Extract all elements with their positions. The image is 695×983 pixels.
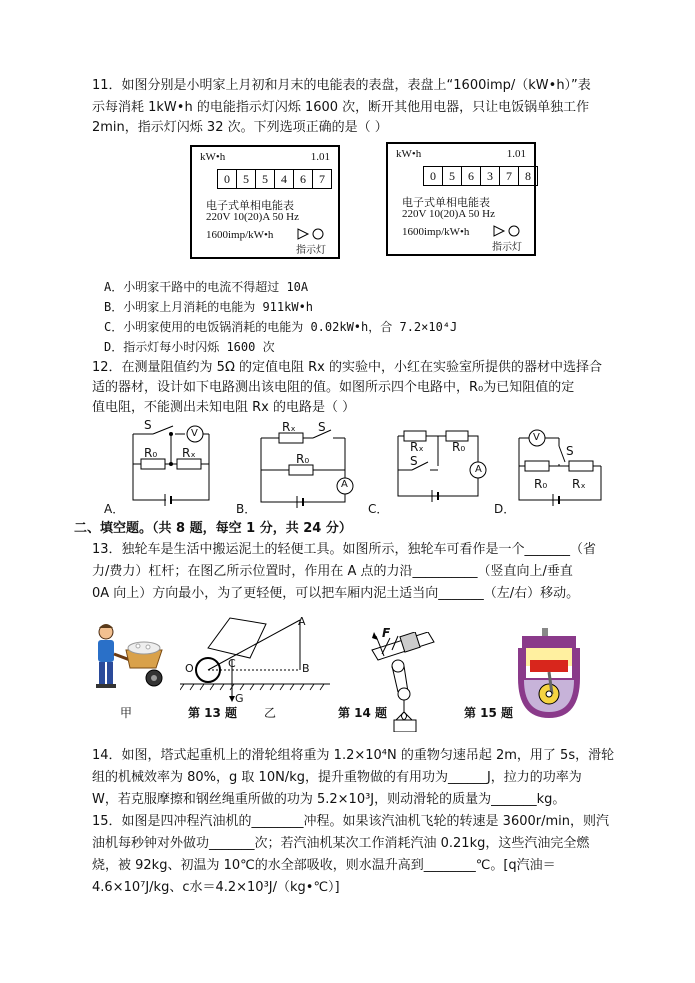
q11-option-b: B．小明家上月消耗的电能为 911kW•h <box>104 300 314 314</box>
meter-indicator-label: 指示灯 <box>296 245 326 256</box>
circuit-d-diagram <box>515 426 607 506</box>
q12-line1: 12．在测量阻值约为 5Ω 的定值电阻 Rx 的实验中，小红在实验室所提供的器材中选择合 <box>92 360 603 375</box>
label-r0: R₀ <box>452 440 466 454</box>
meter-spec: 220V 10(20)A 50 Hz <box>402 208 495 220</box>
circuit-d-label: D． <box>494 502 516 516</box>
label-v: V <box>533 432 540 443</box>
meter-digit: 4 <box>274 169 294 189</box>
indicator-light-icon <box>296 227 328 241</box>
meter-digit: 5 <box>442 166 462 186</box>
q11-line3: 2min，指示灯闪烁 32 次。下列选项正确的是（ ） <box>92 120 388 135</box>
energy-meter-end <box>386 142 536 256</box>
q15-line3: 烧，被 92kg、初温为 10℃的水全部吸收，则水温升高到________℃。[q汽油＝ <box>92 858 556 873</box>
meter-digits <box>218 169 332 189</box>
q13-line3: 0A 向上）方向最小，为了更轻便，可以把车厢内泥土适当向_______（左/右）移动。 <box>92 586 580 601</box>
meter-version: 1.01 <box>506 148 526 160</box>
circuit-c-label: C． <box>368 502 389 516</box>
meter-version: 1.01 <box>310 151 330 163</box>
label-rx: Rₓ <box>410 440 424 454</box>
crane-label-f: F <box>382 626 391 640</box>
q11-line1: 11．如图分别是小明家上月初和月末的电能表的表盘，表盘上“1600imp/（kW•h）”表 <box>92 78 591 93</box>
fig15-caption: 第 15 题 <box>464 706 514 720</box>
q13-line2: 力/费力）杠杆；在图乙所示位置时，作用在 A 点的力沿__________（竖直向上/垂直 <box>92 564 573 579</box>
q15-line1: 15．如图是四冲程汽油机的________冲程。如果该汽油机飞轮的转速是 3600r/min，则汽 <box>92 814 609 829</box>
circuit-a-diagram <box>125 418 217 506</box>
section-title: 二、填空题。（共 8 题，每空 1 分，共 24 分） <box>74 521 352 536</box>
meter-digit: 8 <box>518 166 538 186</box>
figure-yi-label: 乙 <box>264 706 277 720</box>
q14-line1: 14．如图，塔式起重机上的滑轮组将重为 1.2×10⁴N 的重物匀速吊起 2m，用了 5s，滑轮 <box>92 748 615 763</box>
label-rx: Rₓ <box>572 477 586 491</box>
label-ammeter: A <box>475 464 482 475</box>
meter-digit: 7 <box>312 169 332 189</box>
meter-digit: 3 <box>480 166 500 186</box>
meter-name: 电子式单相电能表 <box>206 200 294 212</box>
meter-digit: 6 <box>461 166 481 186</box>
meter-digit: 7 <box>499 166 519 186</box>
meter-unit: kW•h <box>396 148 422 160</box>
energy-meter-start <box>190 145 340 259</box>
q11-option-a: A．小明家干路中的电流不得超过 10A <box>104 280 309 294</box>
lever-diagram <box>180 610 340 710</box>
lever-label-g: G <box>235 692 244 705</box>
label-r0: R₀ <box>144 446 158 460</box>
meter-unit: kW•h <box>200 151 226 163</box>
meter-digits <box>424 166 538 186</box>
label-r0: R₀ <box>296 452 310 466</box>
meter-name: 电子式单相电能表 <box>402 197 490 209</box>
q15-line4: 4.6×10⁷J/kg、c水＝4.2×10³J/（kg•℃）] <box>92 880 340 895</box>
q11-option-d: D．指示灯每小时闪烁 1600 次 <box>104 340 275 354</box>
circuit-b-label: B． <box>236 502 257 516</box>
q11-line2: 示每消耗 1kW•h 的电能指示灯闪烁 1600 次，断开其他用电器，只让电饭锅单独工作 <box>92 100 590 115</box>
q12-line2: 适的器材，设计如下电路测出该电阻的值。如图所示四个电路中，R₀为已知阻值的定 <box>92 380 575 395</box>
meter-digit: 5 <box>255 169 275 189</box>
meter-digit: 6 <box>293 169 313 189</box>
q12-line3: 值电阻，不能测出未知电阻 Rx 的电路是（ ） <box>92 400 356 415</box>
label-rx: Rₓ <box>182 446 196 460</box>
meter-digit: 5 <box>236 169 256 189</box>
q11-option-c: C．小明家使用的电饭锅消耗的电能为 0.02kW•h，合 7.2×10⁴J <box>104 320 458 334</box>
label-s: S <box>566 444 574 458</box>
lever-label-o: O <box>185 662 194 675</box>
meter-digit: 0 <box>423 166 443 186</box>
meter-indicator-label: 指示灯 <box>492 242 522 253</box>
label-s: S <box>410 454 418 468</box>
lever-label-c: C <box>228 657 236 670</box>
meter-imp: 1600imp/kW•h <box>206 229 274 241</box>
q13-line1: 13．独轮车是生活中搬运泥土的轻便工具。如图所示，独轮车可看作是一个_______（省 <box>92 542 597 557</box>
meter-spec: 220V 10(20)A 50 Hz <box>206 211 299 223</box>
label-v: V <box>191 428 198 439</box>
fig13-caption: 第 13 题 <box>188 706 238 720</box>
q15-line2: 油机每秒钟对外做功_______次；若汽油机某次工作消耗汽油 0.21kg，这些汽油完全燃 <box>92 836 590 851</box>
meter-imp: 1600imp/kW•h <box>402 226 470 238</box>
label-r0: R₀ <box>534 477 548 491</box>
lever-label-a: A <box>298 615 306 628</box>
label-s: S <box>318 420 326 434</box>
circuit-a-label: A． <box>104 502 125 516</box>
label-s: S <box>144 418 152 432</box>
label-ammeter: A <box>341 479 348 490</box>
fig14-caption: 第 14 题 <box>338 706 388 720</box>
figure-jia-label: 甲 <box>120 706 133 720</box>
q14-line3: W，若克服摩擦和钢丝绳重所做的功为 5.2×10³J，则动滑轮的质量为_______kg。 <box>92 792 566 807</box>
engine-cylinder-diagram <box>510 628 588 720</box>
label-rx: Rₓ <box>282 420 296 434</box>
wheelbarrow-photo <box>90 620 170 692</box>
lever-label-b: B <box>302 662 310 675</box>
q14-line2: 组的机械效率为 80%，g 取 10N/kg，提升重物做的有用功为______J，拉力的功率为 <box>92 770 582 785</box>
meter-digit: 0 <box>217 169 237 189</box>
indicator-light-icon <box>492 224 524 238</box>
